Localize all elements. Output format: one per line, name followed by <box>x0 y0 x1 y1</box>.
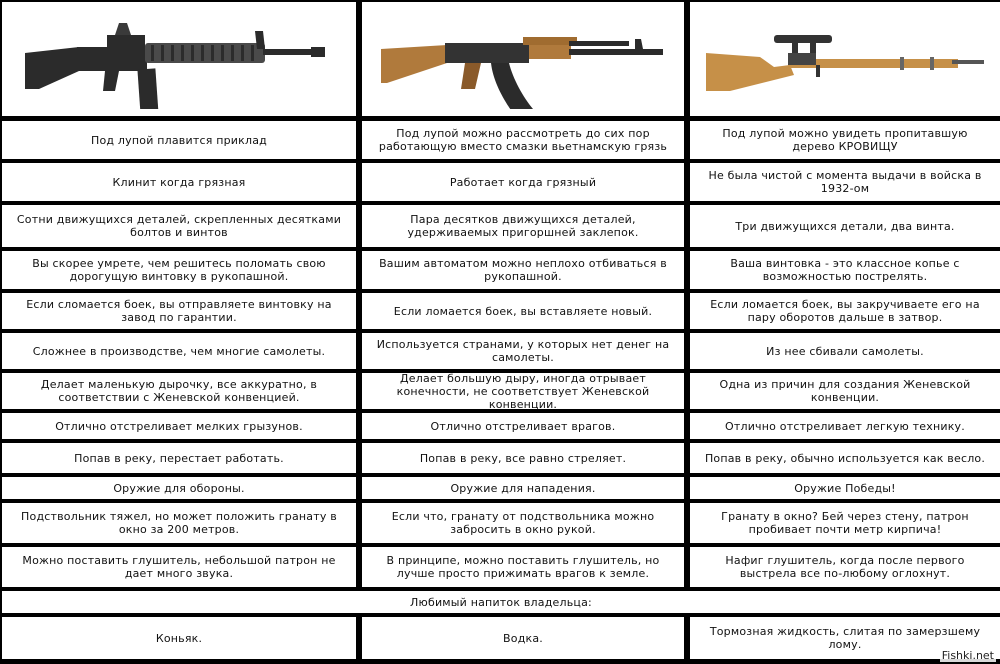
mosin-rifle-icon <box>700 9 990 109</box>
m16-rifle-image <box>2 2 356 116</box>
m16-row-12: Можно поставить глушитель, небольшой патрон не дает много звука. <box>2 547 356 587</box>
ak-row-7: Делает большую дыру, иногда отрывает конечности, не соответствует Женевской конвенции. <box>362 373 684 409</box>
ak-row-1: Под лупой можно рассмотреть до сих пор работающую вместо смазки вьетнамскую грязь <box>362 121 684 159</box>
m16-row-3: Сотни движущихся деталей, скрепленных десятками болтов и винтов <box>2 205 356 247</box>
m16-row-6: Сложнее в производстве, чем многие самолеты. <box>2 333 356 369</box>
ak-row-4: Вашим автоматом можно неплохо отбиваться в рукопашной. <box>362 251 684 289</box>
mosin-row-7: Одна из причин для создания Женевской конвенции. <box>690 373 1000 409</box>
mosin-row-9: Попав в реку, обычно используется как весло. <box>690 443 1000 473</box>
mosin-row-10: Оружие Победы! <box>690 477 1000 499</box>
mosin-drink: Тормозная жидкость, слитая по замерзшему лому. <box>690 617 1000 659</box>
watermark: Fishki.net <box>941 649 994 662</box>
mosin-row-3: Три движущихся детали, два винта. <box>690 205 1000 247</box>
m16-row-1: Под лупой плавится приклад <box>2 121 356 159</box>
ak-drink: Водка. <box>362 617 684 659</box>
ak47-rifle-icon <box>373 9 673 109</box>
m16-row-4: Вы скорее умрете, чем решитесь поломать свою дорогущую винтовку в рукопашной. <box>2 251 356 289</box>
m16-row-9: Попав в реку, перестает работать. <box>2 443 356 473</box>
mosin-row-8: Отлично отстреливает легкую технику. <box>690 413 1000 439</box>
mosin-row-2: Не была чистой с момента выдачи в войска в 1932-ом <box>690 163 1000 201</box>
ak-row-2: Работает когда грязный <box>362 163 684 201</box>
m16-rifle-icon <box>19 9 339 109</box>
m16-row-8: Отлично отстреливает мелких грызунов. <box>2 413 356 439</box>
m16-row-7: Делает маленькую дырочку, все аккуратно, в соответствии с Женевской конвенцией. <box>2 373 356 409</box>
m16-drink: Коньяк. <box>2 617 356 659</box>
m16-row-2: Клинит когда грязная <box>2 163 356 201</box>
ak-row-6: Используется странами, у которых нет денег на самолеты. <box>362 333 684 369</box>
mosin-row-5: Если ломается боек, вы закручиваете его на пару оборотов дальше в затвор. <box>690 293 1000 329</box>
m16-row-5: Если сломается боек, вы отправляете винтовку на завод по гарантии. <box>2 293 356 329</box>
ak-row-9: Попав в реку, все равно стреляет. <box>362 443 684 473</box>
ak-row-10: Оружие для нападения. <box>362 477 684 499</box>
mosin-row-1: Под лупой можно увидеть пропитавшую дерево КРОВИЩУ <box>690 121 1000 159</box>
mosin-row-12: Нафиг глушитель, когда после первого выстрела все по-любому оглохнут. <box>690 547 1000 587</box>
ak-row-8: Отлично отстреливает врагов. <box>362 413 684 439</box>
m16-row-10: Оружие для обороны. <box>2 477 356 499</box>
ak-row-5: Если ломается боек, вы вставляете новый. <box>362 293 684 329</box>
mosin-row-6: Из нее сбивали самолеты. <box>690 333 1000 369</box>
m16-row-11: Подствольник тяжел, но может положить гранату в окно за 200 метров. <box>2 503 356 543</box>
mosin-rifle-image <box>690 2 1000 116</box>
drink-header: Любимый напиток владельца: <box>2 591 1000 613</box>
mosin-row-11: Гранату в окно? Бей через стену, патрон пробивает почти метр кирпича! <box>690 503 1000 543</box>
ak47-rifle-image <box>362 2 684 116</box>
ak-row-3: Пара десятков движущихся деталей, удерживаемых пригоршней заклепок. <box>362 205 684 247</box>
ak-row-12: В принципе, можно поставить глушитель, но лучше просто прижимать врагов к земле. <box>362 547 684 587</box>
ak-row-11: Если что, гранату от подствольника можно забросить в окно рукой. <box>362 503 684 543</box>
mosin-row-4: Ваша винтовка - это классное копье с возможностью пострелять. <box>690 251 1000 289</box>
